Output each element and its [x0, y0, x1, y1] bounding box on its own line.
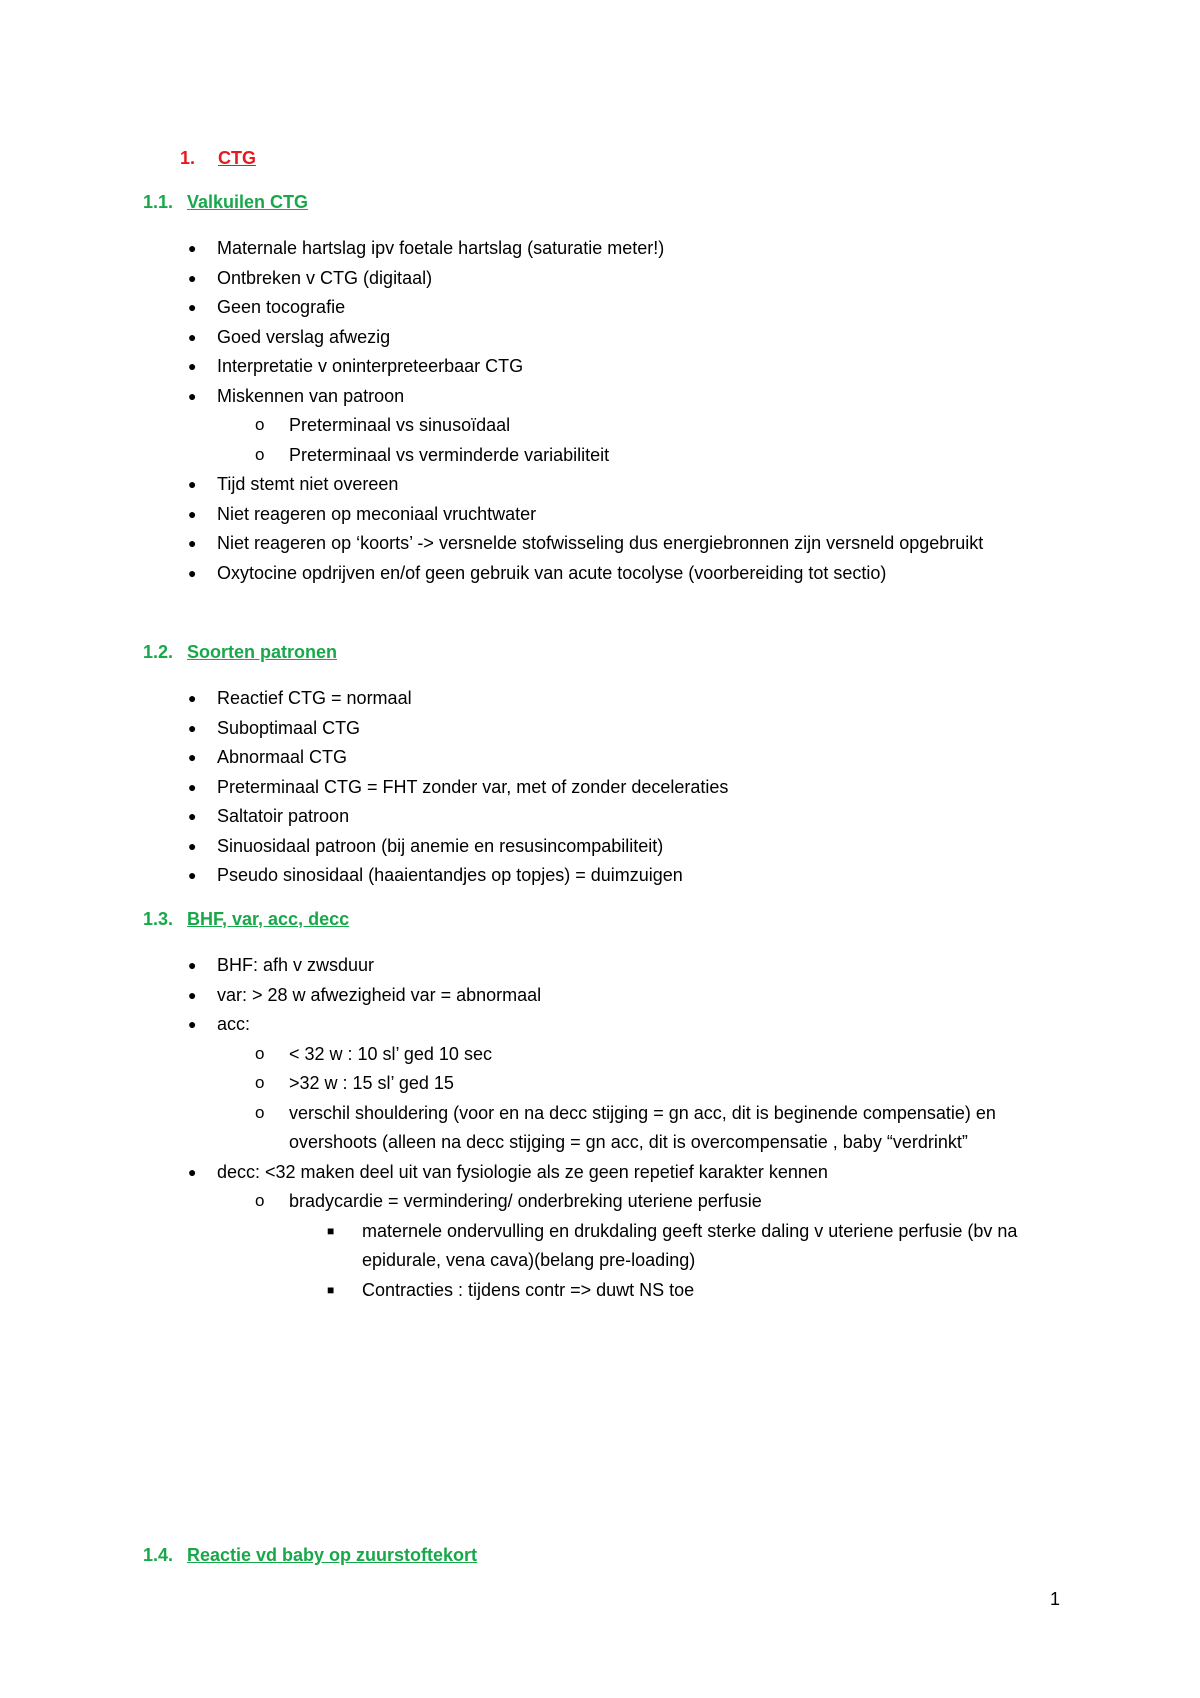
list-item: ● Niet reageren op meconiaal vruchtwater: [0, 500, 997, 530]
section-number: 1.4.: [143, 1545, 174, 1565]
sub-list-item: o Preterminaal vs sinusoïdaal: [0, 411, 1069, 441]
bullet-icon: ●: [188, 535, 197, 551]
circle-bullet-icon: o: [255, 415, 265, 434]
bullet-icon: ●: [188, 269, 197, 286]
section-heading-bhf: [143, 907, 349, 931]
list-item: ● Miskennen van patroon: [0, 382, 997, 412]
bullet-icon: ●: [188, 564, 197, 581]
bullet-icon: ●: [188, 387, 197, 404]
section-heading-reactie: [143, 1543, 477, 1567]
section-title: BHF, var, acc, decc: [187, 909, 350, 929]
list-bhf: [0, 951, 1082, 1305]
list-item: ● Saltatoir patroon: [0, 802, 997, 832]
bullet-icon: ●: [188, 1016, 197, 1032]
section-title: Reactie vd baby op zuurstoftekort: [187, 1545, 478, 1565]
section-title: Valkuilen CTG: [187, 192, 309, 212]
list-item: ● Reactief CTG = normaal: [0, 684, 997, 714]
bullet-icon: ●: [188, 749, 197, 765]
section-heading-soorten: [143, 640, 337, 664]
section-number: 1.1.: [143, 192, 174, 212]
heading-ctg: [180, 146, 256, 170]
heading-number: 1.: [180, 148, 196, 168]
list-item: ● Tijd stemt niet overeen: [0, 470, 997, 500]
square-bullet-icon: ■: [327, 1223, 335, 1238]
bullet-icon: ●: [188, 476, 197, 492]
list-item: ● Goed verslag afwezig: [0, 323, 997, 353]
list-item: ● Interpretatie v oninterpreteerbaar CTG: [0, 352, 997, 382]
list-item: ● Oxytocine opdrijven en/of geen gebruik van acute tocolyse (voorbereiding tot sectio): [0, 559, 1017, 589]
bullet-icon: ●: [188, 957, 197, 973]
sub-list-item: o >32 w : 15 sl’ ged 15: [0, 1069, 1069, 1099]
square-bullet-icon: ■: [327, 1282, 335, 1297]
list-valkuilen: [0, 234, 1069, 588]
list-item: ● decc: <32 maken deel uit van fysiologie als ze geen repetief karakter kennen: [0, 1158, 1017, 1188]
bullet-icon: ●: [188, 505, 197, 522]
sub-list-item: o bradycardie = vermindering/ onderbreking uteriene perfusie: [0, 1187, 1069, 1217]
list-item: ● Preterminaal CTG = FHT zonder var, met of zonder deceleraties: [0, 773, 997, 803]
bullet-icon: ●: [188, 837, 197, 854]
page-number: 1: [1050, 1589, 1061, 1609]
list-soorten: [0, 684, 997, 891]
bullet-icon: ●: [188, 240, 197, 256]
list-item: ● Maternale hartslag ipv foetale hartslag (saturatie meter!): [0, 234, 997, 264]
circle-bullet-icon: o: [255, 1102, 265, 1122]
bullet-icon: ●: [188, 328, 197, 345]
sub-list-item: o Preterminaal vs verminderde variabiliteit: [0, 441, 1069, 471]
list-item: ● acc:: [0, 1010, 997, 1040]
list-item: ● Abnormaal CTG: [0, 743, 997, 773]
circle-bullet-icon: o: [255, 444, 265, 464]
bullet-icon: ●: [188, 986, 197, 1003]
bullet-icon: ●: [188, 719, 197, 736]
sub-list-item: o verschil shouldering (voor en na decc stijging = gn acc, dit is beginende compensatie) en overshoots (alleen na decc stijging = gn acc, dit is overcompensatie , baby “verdrinkt”: [0, 1099, 1079, 1158]
bullet-icon: ●: [188, 778, 197, 795]
heading-title: CTG: [218, 148, 256, 168]
sub-sub-list-item: ■ Contracties : tijdens contr => duwt NS toe: [0, 1276, 1072, 1306]
sub-sub-list-item: ■ maternele ondervulling en drukdaling geeft sterke daling v uteriene perfusie (bv na epidurale, vena cava)(belang pre-loading): [0, 1217, 1082, 1276]
list-item: ● BHF: afh v zwsduur: [0, 951, 997, 981]
section-number: 1.3.: [143, 909, 174, 929]
bullet-icon: ●: [188, 299, 197, 315]
section-heading-valkuilen: [143, 190, 308, 214]
section-number: 1.2.: [143, 642, 174, 662]
list-item: ● Niet reageren op ‘koorts’ -> versnelde stofwisseling dus energiebronnen zijn versneld opgebruikt: [0, 529, 987, 559]
circle-bullet-icon: o: [255, 1043, 265, 1063]
bullet-icon: ●: [188, 867, 197, 883]
list-item: ● Suboptimaal CTG: [0, 714, 997, 744]
list-item: ● Sinuosidaal patroon (bij anemie en resusincompabiliteit): [0, 832, 997, 862]
list-item: ● var: > 28 w afwezigheid var = abnormaal: [0, 981, 997, 1011]
list-item: ● Ontbreken v CTG (digitaal): [0, 264, 997, 294]
bullet-icon: ●: [188, 1163, 197, 1180]
bullet-icon: ●: [188, 690, 197, 706]
sub-list-item: o < 32 w : 10 sl’ ged 10 sec: [0, 1040, 1069, 1070]
section-title: Soorten patronen: [187, 642, 338, 662]
circle-bullet-icon: o: [255, 1191, 265, 1210]
circle-bullet-icon: o: [255, 1073, 265, 1092]
list-item: ● Geen tocografie: [0, 293, 997, 323]
list-item: ● Pseudo sinosidaal (haaientandjes op topjes) = duimzuigen: [0, 861, 997, 891]
bullet-icon: ●: [188, 808, 197, 824]
bullet-icon: ●: [188, 358, 197, 374]
